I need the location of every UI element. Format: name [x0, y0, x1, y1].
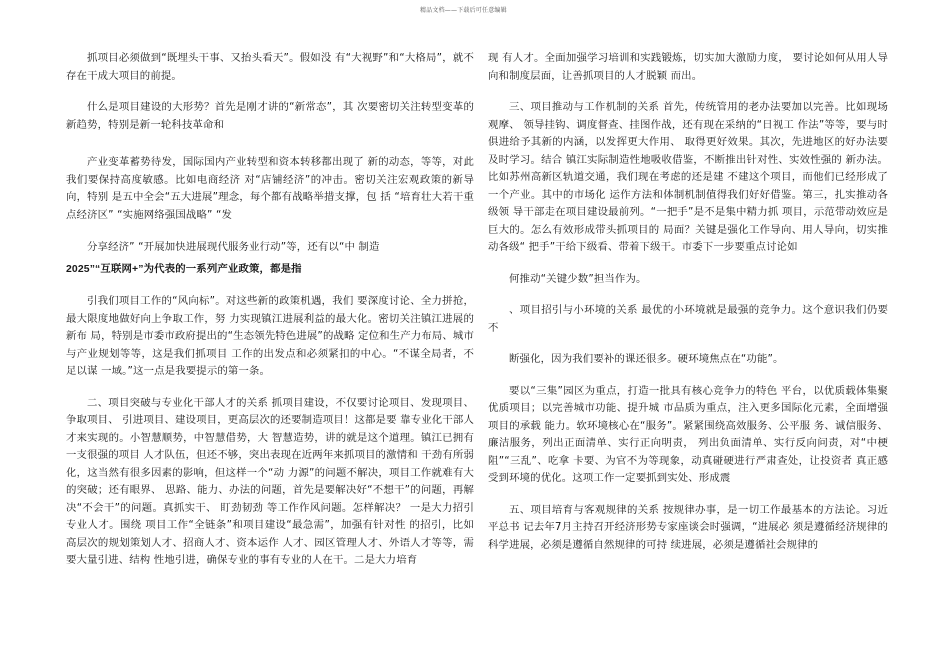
left-text-column: [66, 50, 474, 570]
page-header-note: 精品文档——下载后可任意编辑: [420, 7, 507, 14]
left-paragraph-6: 二、项目突破与专业化干部人才的关系 抓项目建设，不仅要讨论项目、发现项目、争取项目、 引进项目、建设项目，更高层次的还要制造项目！这都是要 靠专业化干部人才来实现的。小智慧顺势，中智慧借势，大 智慧造势，讲的就是这个道理。镇江已拥有一支很强的项目 人才队伍，但还不够，突出表现在近两年来抓项目的激情和 干劲有所弱化，这当然有很多因素的影响，但这样一个“动 力源”的问题不解决，项目工作就难有大的突破；还有眼界、 思路、能力、办法的问题，首先是要解决好“不想干”的问题，再解决“不会干”的问题。真抓实干、 盯劲韧劲 等工作作风问题。怎样解决？ 一是大力招引专业人才。围绕 项目工作“全链条”和项目建设“最急需”，加强有针对性 的招引，比如高层次的规划策划人才、招商人才、资本运作 人才、园区管理人才、外语人才等等，需要大量引进、结构 性地引进，确保专业的事有专业的人在干。二是大力培育: [66, 396, 474, 566]
left-paragraph-5: 引我们项目工作的“风向标”。对这些新的政策机遇，我们 要深度讨论、全力拼抢，最大限度地做好向上争取工作，努 力实现镇江进展利益的最大化。密切关注镇江进展的新布 局，特别是市委市政府提出的“生态领先特色进展”的战略 定位和生产力布局、城市与产业规划等等，这是我们抓项目 工作的出发点和必须紧扣的中心。“不谋全局者，不足以谋 一域。”这一点是我要提示的第一条。: [66, 295, 474, 377]
right-paragraph-3: 何推动“关键少数”担当作为。: [509, 272, 647, 285]
right-paragraph-1: 现 有人才。全面加强学习培训和实践锻炼，切实加大激励力度， 要讨论如何从用人导向和制度层面，让善抓项目的人才脱颖 而出。: [488, 52, 888, 82]
right-paragraph-2: 三、项目推动与工作机制的关系 首先，传统管用的老办法要加以完善。比如现场观摩、 领导挂钩、调度督查、挂图作战，还有现在采纳的“日视工 作法”等等，要与时俱进给予其新的内涵，以发挥更大作用、 取得更好效果。其次，先进地区的好办法要及时学习。结合 镇江实际制造性地吸收借鉴，不断推出针对性、实效性强的 新办法。比如苏州高新区轨道交通，我们现在考虑的还是建 不建这个项目，而他们已经形成了一个产业。其中的市场化 运作方法和体制机制值得我们好好借鉴。第三，扎实推动各级领 导干部走在项目建设最前列。“一把手”是不是集中精力抓 项目，示范带动效应是巨大的。怎么有效形成带头抓项目的 局面？关键是强化工作导向、用人导向，切实推动各级“ 把手”干给下级看、带着下级干。市委下一步要重点讨论如: [488, 101, 888, 253]
left-paragraph-1: 抓项目必须做到“既埋头干事、又抬头看天”。假如没 有“大视野”和“大格局”，就不存在干成大项目的前提。: [66, 52, 474, 82]
right-paragraph-5: 断强化，因为我们要补的课还很多。硬环境焦点在“功能”。: [509, 353, 784, 365]
left-paragraph-2: 什么是项目建设的大形势？首先是刚才讲的“新常态”，其 次要密切关注转型变革的新趋势，特别是新一轮科技革命和: [66, 101, 474, 131]
right-paragraph-4: 、项目招引与小环境的关系 最优的小环境就是最强的竞争力。这个意识我们仍要不: [488, 304, 888, 334]
right-text-column: [488, 50, 888, 554]
right-paragraph-7: 五、项目培育与客观规律的关系 按规律办事，是一切工作最基本的方法论。习近平总书 记去年7月主持召开经济形势专家座谈会时强调，“进展必 须是遵循经济规律的科学进展，必须是遵循自然规律的可持 续进展，必须是遵循社会规律的: [488, 503, 888, 551]
right-paragraph-6: 要以“三集”园区为重点，打造一批具有核心竞争力的特色 平台，以优质载体集聚优质项目；以完善城市功能、提升城 市品质为重点，注入更多国际化元素，全面增强项目的承载 能力。软环境核心在“服务”。紧紧围绕高效服务、公平服 务、诚信服务、廉洁服务，列出正面清单、实行正向明责， 列出负面清单、实行反向问责，对“中梗阻”“三乱”、吃拿 卡要、为官不为等现象，动真碰硬进行严肃查处，让投资者 真正感受到环境的优化。这项工作一定要抓到实处、形成震: [488, 384, 888, 484]
left-paragraph-4a: 分享经济” “开展加快进展现代服务业行动”等，还有以“中 制造: [87, 241, 380, 253]
left-paragraph-4b: 2025”“互联网+”为代表的一系列产业政策，都是指: [66, 263, 302, 275]
left-paragraph-3: 产业变革蓄势待发，国际国内产业转型和资本转移都出现了 新的动态，等等，对此我们要保持高度敏感。比如电商经济 对“店铺经济”的冲击。密切关注宏观政策的新导向，特别 是五中全会“五大进展”理念，每个都有战略举措支撑，包 括 “培育壮大若干重点经济区” “实施网络强国战略” “发: [66, 156, 474, 221]
